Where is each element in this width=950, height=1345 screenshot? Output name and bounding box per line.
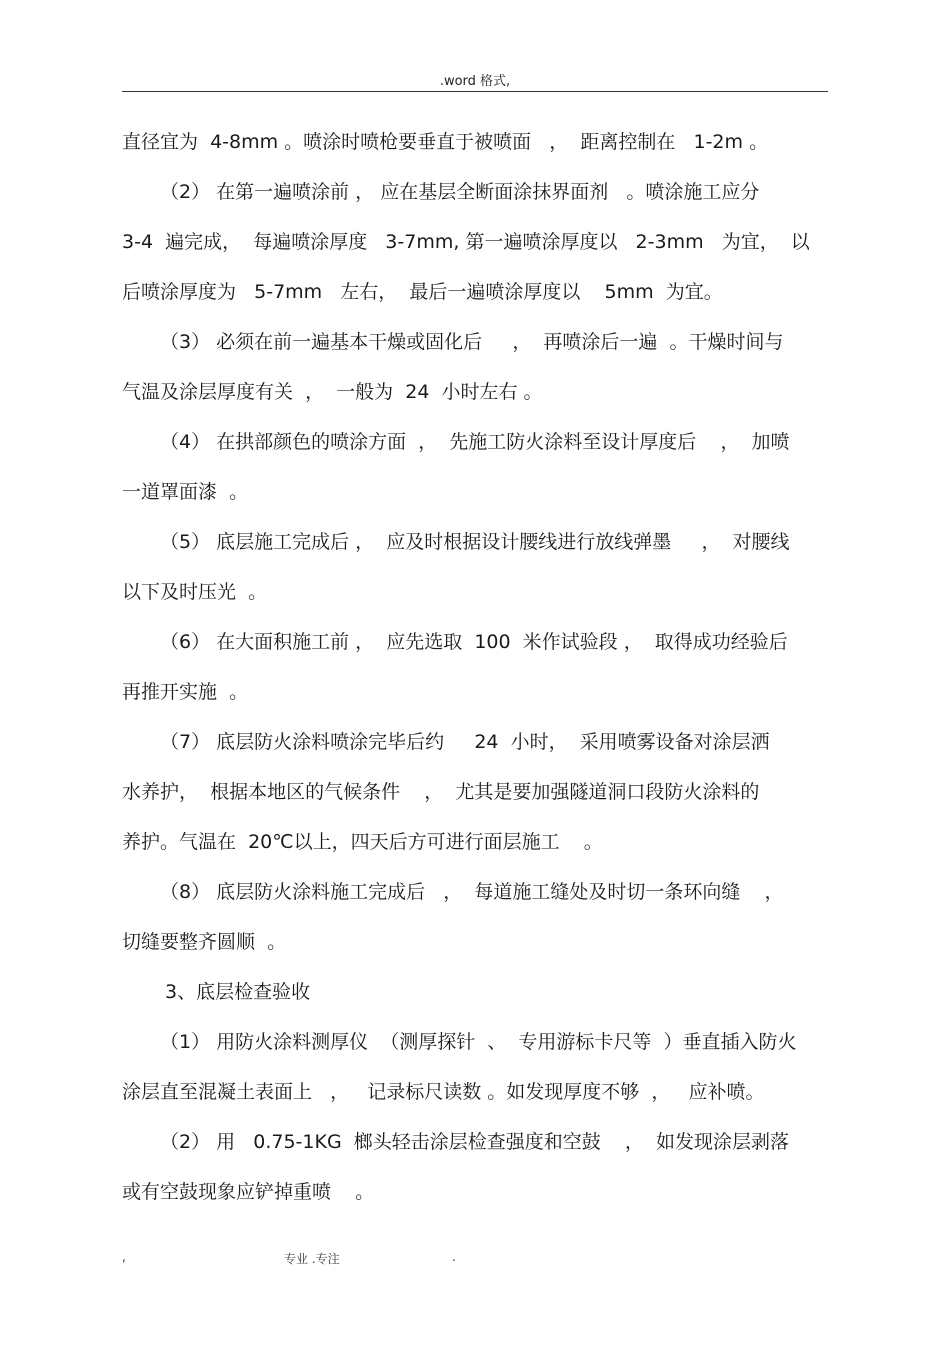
body-line: 一道罩面漆 。 [122, 481, 249, 503]
footer-left: , [122, 1250, 126, 1264]
body-line: （6） 在大面积施工前 ， 应先选取 100 米作试验段 ， 取得成功经验后 [160, 631, 788, 653]
body-line: （2） 用 0.75-1KG 榔头轻击涂层检查强度和空鼓 ， 如发现涂层剥落 [160, 1131, 789, 1153]
body-line: （3） 必须在前一遍基本干燥或固化后 ， 再喷涂后一遍 。干燥时间与 [160, 331, 784, 353]
header-divider [122, 91, 828, 92]
body-line: 养护。气温在 20℃以上，四天后方可进行面层施工 。 [122, 831, 603, 853]
body-line: 3-4 遍完成， 每遍喷涂厚度 3-7mm, 第一遍喷涂厚度以 2-3mm 为宜， 以 [122, 231, 810, 253]
body-line: 以下及时压光 。 [122, 581, 268, 603]
body-line: （1） 用防火涂料测厚仪 （测厚探针 、 专用游标卡尺等 ）垂直插入防火 [160, 1031, 797, 1053]
body-line: 或有空鼓现象应铲掉重喷 。 [122, 1181, 375, 1203]
section-heading: 3、底层检查验收 [165, 981, 311, 1003]
footer-right: . [452, 1250, 456, 1264]
body-line: 切缝要整齐圆顺 。 [122, 931, 287, 953]
body-line: （8） 底层防火涂料施工完成后 ， 每道施工缝处及时切一条环向缝 ， [160, 881, 784, 903]
body-line: 气温及涂层厚度有关 ， 一般为 24 小时左右 。 [122, 381, 543, 403]
body-line: （7） 底层防火涂料喷涂完毕后约 24 小时， 采用喷雾设备对涂层洒 [160, 731, 770, 753]
body-line: 直径宜为 4-8mm 。喷涂时喷枪要垂直于被喷面 ， 距离控制在 1-2m 。 [122, 131, 769, 153]
body-line: 涂层直至混凝土表面上 ， 记录标尺读数 。如发现厚度不够 ， 应补喷。 [122, 1081, 765, 1103]
body-line: 后喷涂厚度为 5-7mm 左右， 最后一遍喷涂厚度以 5mm 为宜。 [122, 281, 723, 303]
body-line: （2） 在第一遍喷涂前 ， 应在基层全断面涂抹界面剂 。喷涂施工应分 [160, 181, 760, 203]
body-line: （4） 在拱部颜色的喷涂方面 ， 先施工防火涂料至设计厚度后 ， 加喷 [160, 431, 790, 453]
footer-center: 专业 .专注 [284, 1252, 340, 1266]
page-header: .word 格式, [439, 74, 511, 89]
body-line: 水养护， 根据本地区的气候条件 ， 尤其是要加强隧道洞口段防火涂料的 [122, 781, 760, 803]
body-line: 再推开实施 。 [122, 681, 249, 703]
body-line: （5） 底层施工完成后 ， 应及时根据设计腰线进行放线弹墨 ， 对腰线 [160, 531, 790, 553]
